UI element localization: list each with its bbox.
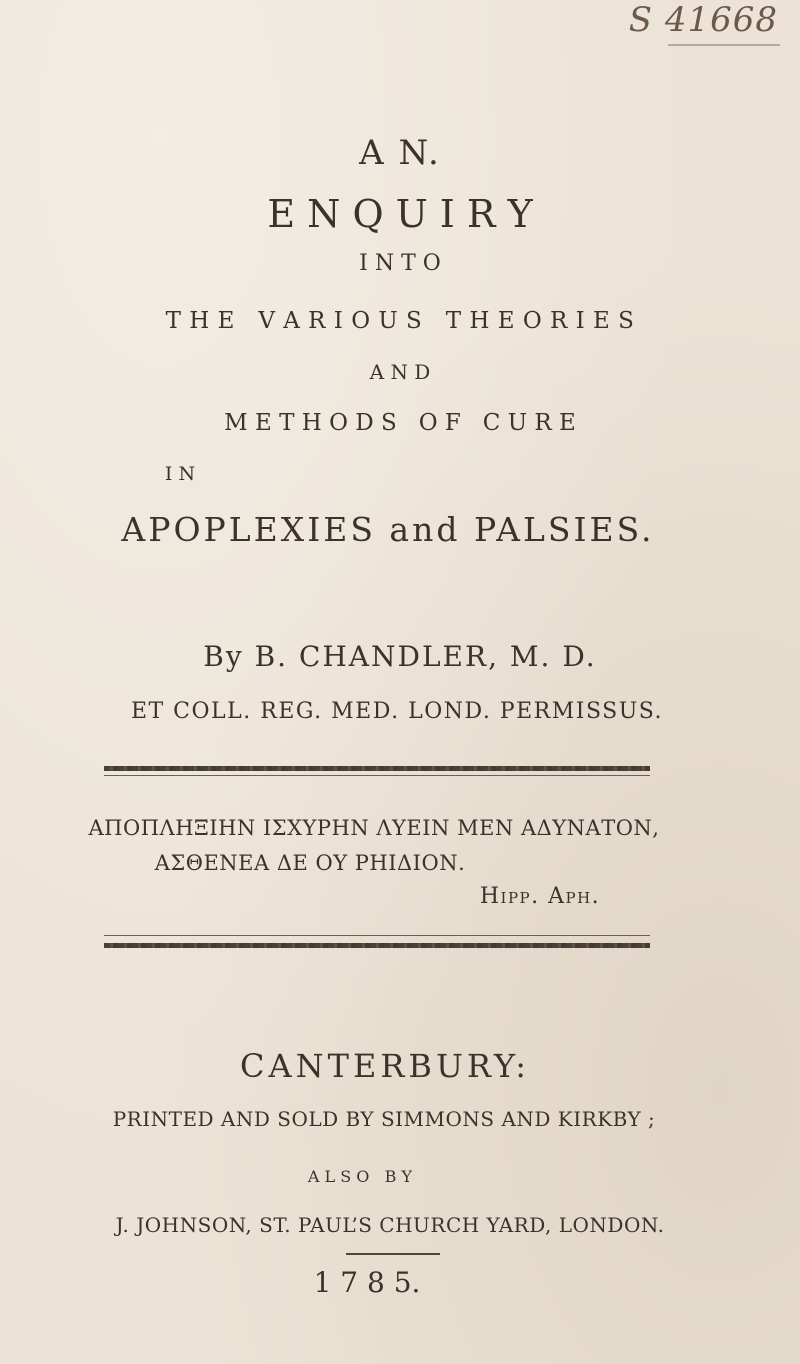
greek-epigraph-line-1: ΑΠΟΠΛΗΞΙΗΝ ΙΣΧΥΡΗΝ ΛΥΕΙΝ ΜΕΝ ΑΔΥΝΑΤΟΝ, bbox=[88, 816, 660, 840]
author-line: By B. CHANDLER, M. D. bbox=[203, 640, 597, 673]
title-in: I N bbox=[164, 463, 196, 485]
shelfmark: S 41668 bbox=[628, 0, 778, 40]
title-into: I N T O bbox=[359, 251, 441, 276]
title-and: A N D bbox=[369, 360, 431, 384]
bottom-double-rule bbox=[104, 943, 650, 948]
epigraph-source: Hipp. Aph. bbox=[479, 884, 601, 909]
greek-epigraph-line-2: ΑΣΘΕΝΕΑ ΔΕ ΟΥ ΡΗΙΔΙΟΝ. bbox=[154, 851, 466, 875]
bottom-double-rule-thin bbox=[104, 935, 650, 936]
title-apoplexies: APOPLEXIES and PALSIES. bbox=[121, 510, 655, 549]
top-double-rule-thin bbox=[104, 775, 650, 776]
imprint-year: 1 7 8 5. bbox=[313, 1266, 421, 1299]
title-an: A N. bbox=[359, 133, 441, 173]
shelfmark-underline bbox=[668, 44, 780, 46]
title-theories: T H E V A R I O U S T H E O R I E S bbox=[165, 308, 635, 334]
top-double-rule bbox=[104, 766, 650, 771]
imprint-printers: PRINTED AND SOLD BY SIMMONS AND KIRKBY ; bbox=[112, 1107, 656, 1131]
imprint-place: CANTERBURY: bbox=[240, 1047, 530, 1085]
imprint-also-by: A L S O B Y bbox=[307, 1167, 413, 1186]
credentials-line: ET COLL. REG. MED. LOND. PERMISSUS. bbox=[130, 699, 664, 724]
title-enquiry: E N Q U I R Y bbox=[267, 192, 533, 236]
title-methods: M E T H O D S O F C U R E bbox=[224, 410, 576, 436]
imprint-short-rule bbox=[346, 1253, 440, 1255]
imprint-london: J. JOHNSON, ST. PAUL’S CHURCH YARD, LONDON. bbox=[115, 1213, 665, 1237]
